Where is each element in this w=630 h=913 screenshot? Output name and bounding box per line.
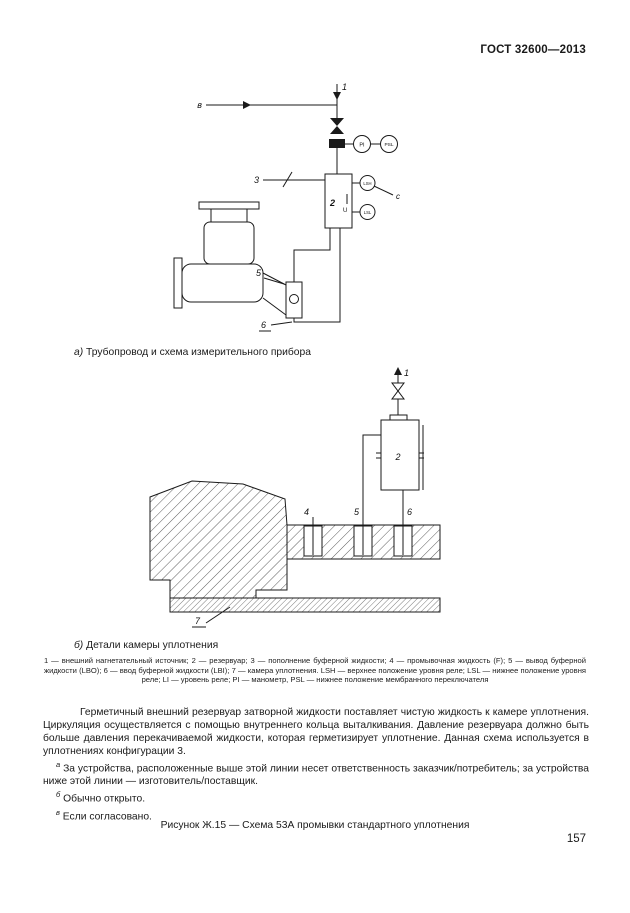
footnote-text: За устройства, расположенные выше этой линии несет ответственность заказчик/потребитель; за устройства ниже этой линии — изготовитель/поставщик. [43, 763, 589, 788]
figure-caption: Рисунок Ж.15 — Схема 53А промывки стандартного уплотнения [160, 820, 470, 831]
footnote-b [43, 790, 589, 806]
footnote-marker: а [56, 759, 61, 769]
caption-text: Трубопровод и схема измерительного прибора [86, 347, 311, 358]
flow-arrow-up-icon [394, 367, 402, 375]
label-4: 4 [303, 507, 309, 517]
pressure-gauges [337, 136, 398, 175]
footnote-mark-c: с [396, 192, 400, 201]
label-7: 7 [195, 616, 201, 626]
gauge-pi-label: PI [359, 142, 365, 149]
level-switches [352, 176, 393, 220]
orifice-icon [329, 139, 345, 148]
label-6: 6 [407, 507, 413, 517]
page-number: 157 [566, 833, 586, 845]
standard-header: ГОСТ 32600—2013 [480, 44, 586, 56]
pump-drawing [174, 202, 286, 315]
makeup-line [263, 172, 325, 187]
diagram-b-caption [74, 640, 218, 651]
valve-bottom-icon [392, 391, 404, 399]
flow-arrow-down-icon [333, 92, 341, 100]
footnote-text: Если согласовано. [62, 811, 152, 823]
footnote-marker: в [56, 807, 60, 817]
footnote-text: Обычно открыто. [63, 793, 146, 805]
caption-marker: а) [74, 347, 84, 358]
footnote-marker: б [56, 790, 61, 800]
footnote-a [43, 760, 589, 789]
block-valve-icon [330, 118, 344, 134]
label-2: 2 [395, 452, 401, 462]
level-indicator-label: U [343, 208, 348, 214]
body-text-block [43, 707, 589, 824]
label-5: 5 [256, 268, 262, 278]
seal-gland [286, 282, 302, 318]
diagram-a-piping-schematic [0, 70, 630, 348]
switch-lsh-label: LSH [363, 180, 372, 186]
label-5: 5 [353, 507, 359, 517]
switch-lsl-label: LSL [363, 209, 372, 215]
diagram-a-caption [74, 347, 311, 358]
valve-top-icon [392, 383, 404, 391]
label-1: 1 [342, 82, 348, 92]
label-3: 3 [253, 175, 259, 185]
seal-chamber-section [150, 481, 440, 612]
figure-legend: 1 — внешний нагнетательный источник; 2 — резервуар; 3 — пополнение буферной жидкости; 4 — промывочная жидкость (F); 5 — вывод буферной жидкости (LBO); 6 — ввод буферной жидкости (LBI); 7 — камера уплотнения. LSH — верхнее положение уровня реле; LSL — нижнее положение уровня реле; LI — уровень реле; PI — манометр, PSL — нижнее положение мембранного переключателя [44, 656, 586, 685]
diagram-b-seal-chamber-detail [0, 365, 630, 643]
gauge-psl-label: PSL [384, 143, 394, 148]
label-6: 6 [261, 320, 267, 330]
body-paragraph: Герметичный внешний резервуар затворной жидкости поставляет чистую жидкость к камере уплотнения. Циркуляция осуществляется с помощью внутреннего кольца выталкивания. Давление резервуара должно быть больше давления перекачиваемой жидкости, которая герметизирует уплотнение. Данная схема используется в уплотнениях конфигурации 3. [43, 707, 589, 757]
label-1: 1 [404, 368, 410, 378]
caption-text: Детали камеры уплотнения [86, 640, 219, 651]
external-source-line [206, 84, 337, 118]
label-2: 2 [330, 198, 336, 208]
footnote-mark-v: в [197, 100, 202, 110]
flow-arrow-right-icon [243, 101, 251, 109]
caption-marker: б) [74, 640, 84, 651]
